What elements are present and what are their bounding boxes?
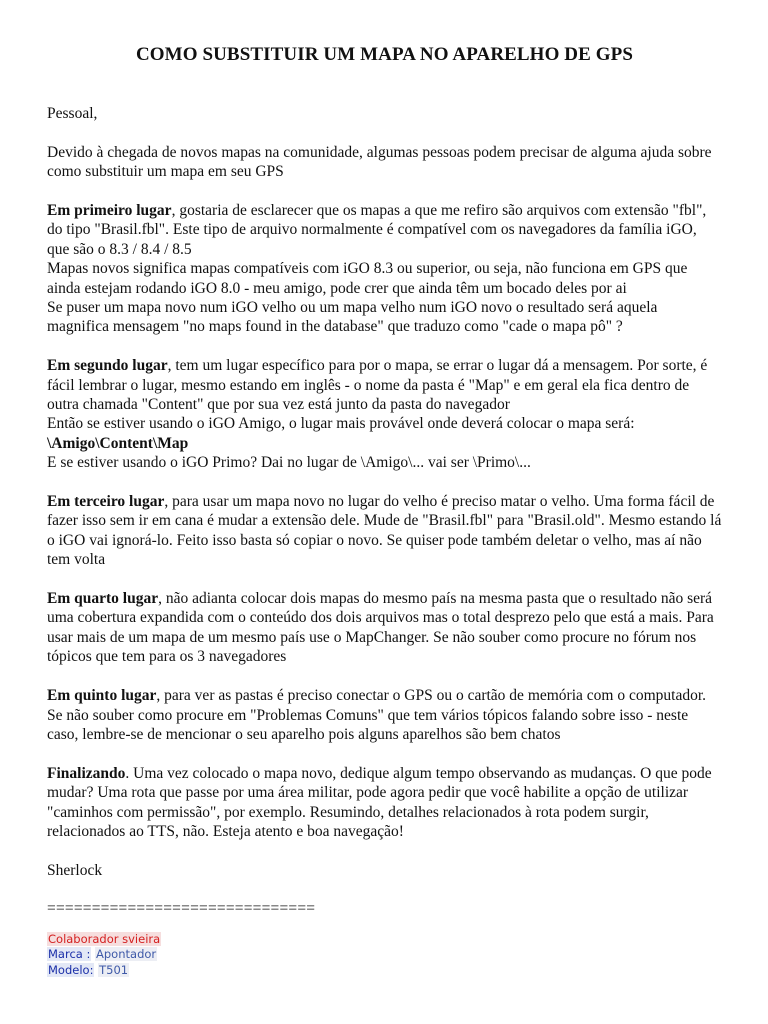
paragraph-first-heading: Em primeiro lugar <box>47 202 172 219</box>
paragraph-final-text: . Uma vez colocado o mapa novo, dedique algum tempo observando as mudanças. O que pode mudar? Uma rota que passe por uma área militar, pode agora pedir que você habilite a opção de utilizar "caminhos com permissão", por exemplo. Resumindo, detalhes relacionados à rota podem surgir, relacionados ao TTS, não. Esteja atento e boa navegação! <box>47 764 712 840</box>
author-name: Sherlock <box>47 861 103 879</box>
paragraph-fifth-text: , para ver as pastas é preciso conectar o GPS ou o cartão de memória com o computador. Se não souber como procure em "Problemas Comuns" que tem vários tópicos falando sobre isso - neste caso, lembre-se de mencionar o seu aparelho pois alguns aparelhos são bem chatos <box>47 687 707 743</box>
greeting: Pessoal, <box>47 105 98 122</box>
paragraph-first-line2: Mapas novos significa mapas compatíveis com iGO 8.3 ou superior, ou seja, não funciona em GPS que ainda estejam rodando iGO 8.0 - meu amigo, pode crer que ainda têm um bocado deles por ai <box>47 260 688 297</box>
paragraph-fifth <box>47 686 722 744</box>
document-title: COMO SUBSTITUIR UM MAPA NO APARELHO DE GPS <box>135 44 633 65</box>
separator-line: ============================== <box>47 899 316 917</box>
paragraph-third-text: , para usar um mapa novo no lugar do velho é preciso matar o velho. Uma forma fácil de fazer isso sem ir em cana é mudar a extensão dele. Mude de "Brasil.fbl" para "Brasil.old". Mesmo estando lá o iGO vai ignorá-lo. Feito isso basta só copiar o novo. Se quiser pode também deletar o velho, mas aí não tem volta <box>47 493 722 569</box>
paragraph-second-text: , tem um lugar específico para por o mapa, se errar o lugar dá a mensagem. Por sorte, é fácil lembrar o lugar, mesmo estando em inglês - o nome da pasta é "Map" e em geral ela fica dentro de outra chamada "Content" que por sua vez está junto da pasta do navegador <box>47 357 708 414</box>
paragraph-third <box>47 492 722 570</box>
paragraph-final-heading: Finalizando <box>47 764 126 782</box>
paragraph-third-heading: Em terceiro lugar <box>47 493 165 511</box>
signature-brand-label: Marca : <box>48 947 91 962</box>
paragraph-second-heading: Em segundo lugar <box>47 357 168 375</box>
paragraph-fourth-text: , não adianta colocar dois mapas do mesmo país na mesma pasta que o resultado não será uma cobertura expandida com o conteúdo dos dois arquivos mas o total desprezo pelo que está a mais. Para usar mais de um mapa de um mesmo país use o MapChanger. Se não souber como procure no fórum nos tópicos que tem para os 3 navegadores <box>47 590 714 666</box>
signature-brand-row <box>47 947 722 963</box>
signature-model-label: Modelo: <box>48 962 94 977</box>
amigo-map-path: \Amigo\Content\Map <box>47 434 189 452</box>
signature-brand-value: Apontador <box>96 947 157 962</box>
signature-collaborator: Colaborador svieira <box>48 931 161 946</box>
document-body <box>47 104 722 978</box>
paragraph-first-line3: Se puser um mapa novo num iGO velho ou um mapa velho num iGO novo o resultado será aquela magnifica mensagem "no maps found in the database" que traduzo como "cade o mapa pô" ? <box>47 299 658 336</box>
paragraph-fourth <box>47 589 722 667</box>
paragraph-final <box>47 764 722 842</box>
paragraph-first <box>47 201 722 337</box>
paragraph-fourth-heading: Em quarto lugar <box>47 590 159 608</box>
intro-paragraph: Devido à chegada de novos mapas na comunidade, algumas pessoas podem precisar de alguma ajuda sobre como substituir um mapa em seu GPS <box>47 143 712 181</box>
signature-model-row <box>47 963 722 979</box>
paragraph-first-text: , gostaria de esclarecer que os mapas a que me refiro são arquivos com extensão "fbl", do tipo "Brasil.fbl". Este tipo de arquivo normalmente é compatível com os navegadores da família iGO, que são o 8.3 / 8.4 / 8.5 <box>47 202 707 258</box>
paragraph-fifth-heading: Em quinto lugar <box>47 687 157 705</box>
paragraph-second-line4: E se estiver usando o iGO Primo? Dai no lugar de \Amigo\... vai ser \Primo\... <box>47 454 531 472</box>
signature-block <box>47 932 722 979</box>
paragraph-second <box>47 356 722 472</box>
signature-model-value: T501 <box>99 962 129 977</box>
signature-collaborator-row <box>47 932 722 948</box>
paragraph-second-line2: Então se estiver usando o iGO Amigo, o lugar mais provável onde deverá colocar o mapa será: <box>47 415 635 433</box>
